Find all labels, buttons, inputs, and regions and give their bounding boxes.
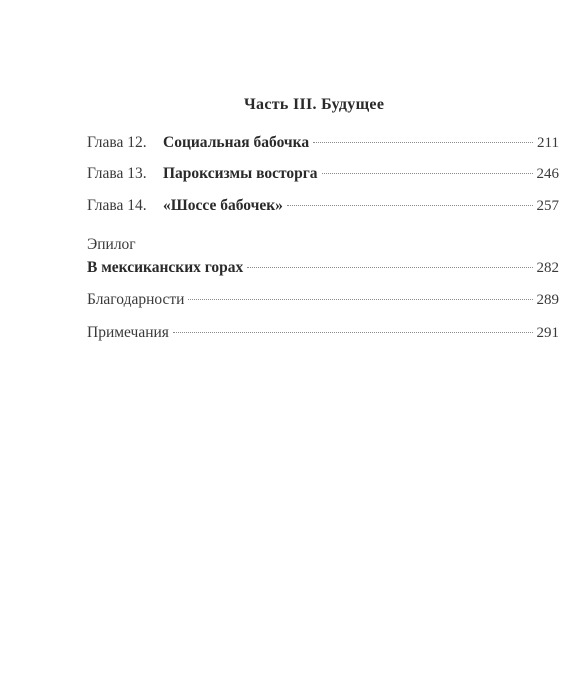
toc-entry-acknowledgements <box>87 291 559 313</box>
dot-leader <box>247 267 532 268</box>
dot-leader <box>188 299 532 300</box>
page-number: 282 <box>536 260 559 276</box>
page-number: 257 <box>536 198 559 214</box>
chapter-number: Глава 13. <box>87 165 147 182</box>
part-heading: Часть III. Будущее <box>244 96 385 113</box>
chapter-title: «Шоссе бабочек» <box>163 197 283 214</box>
chapter-number: Глава 14. <box>87 197 147 214</box>
chapter-number: Глава 12. <box>87 134 147 151</box>
dot-leader <box>173 332 533 333</box>
page-number: 289 <box>536 292 559 308</box>
toc-entry-chapter-13 <box>87 165 559 187</box>
page-number: 246 <box>536 166 559 182</box>
epilog-title: В мексиканских горах <box>87 259 244 276</box>
dot-leader <box>322 173 533 174</box>
epilog-label: Эпилог <box>87 236 136 253</box>
chapter-title: Пароксизмы восторга <box>163 165 318 182</box>
page-number: 291 <box>536 325 559 341</box>
dot-leader <box>287 205 533 206</box>
section-title: Примечания <box>87 324 169 341</box>
toc-entry-notes <box>87 324 559 346</box>
dot-leader <box>313 142 533 143</box>
toc-entry-chapter-14 <box>87 197 559 219</box>
toc-entry-epilog <box>87 259 559 281</box>
page-number: 211 <box>537 135 559 151</box>
chapter-title: Социальная бабочка <box>163 134 310 151</box>
section-title: Благодарности <box>87 291 185 308</box>
toc-entry-chapter-12 <box>87 134 559 156</box>
